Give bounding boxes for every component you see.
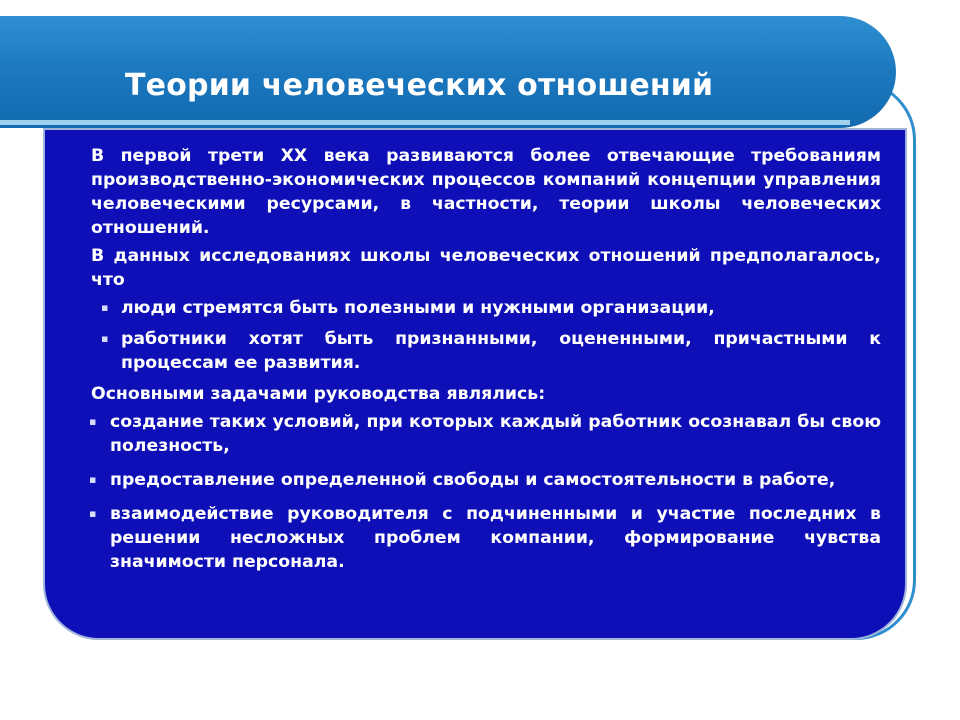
- square-bullet-icon: ▪: [89, 473, 97, 486]
- page-title: Теории человеческих отношений: [125, 68, 714, 103]
- list-item: [63, 502, 881, 574]
- intro-paragraph: В первой трети XX века развиваются более отвечающие требованиям производственно-экономических процессов компаний концепции управления человеческими ресурсами, в частности, теории школы человеческих отношений.: [91, 146, 881, 238]
- list-item-text: работники хотят быть признанными, оцененными, причастными к процессам ее развития.: [121, 329, 881, 373]
- square-bullet-icon: ▪: [101, 332, 109, 345]
- list-item: [63, 296, 881, 320]
- content-panel: [43, 128, 907, 640]
- list-item-text: взаимодействие руководителя с подчиненными и участие последних в решении несложных проблем компании, формирование чувства значимости персонала.: [110, 504, 881, 572]
- square-bullet-icon: ▪: [101, 301, 109, 314]
- square-bullet-icon: ▪: [89, 507, 97, 520]
- assumptions-list: [63, 296, 881, 375]
- title-underline-stripe: [0, 120, 850, 125]
- research-paragraph: В данных исследованиях школы человеческих отношений предполагалось, что: [91, 246, 881, 290]
- list-item-text: люди стремятся быть полезными и нужными организации,: [121, 298, 715, 318]
- list-item-text: создание таких условий, при которых каждый работник осознавал бы свою полезность,: [110, 412, 881, 456]
- tasks-heading: Основными задачами руководства являлись:: [91, 384, 546, 404]
- list-item: [63, 410, 881, 458]
- square-bullet-icon: ▪: [89, 415, 97, 428]
- tasks-list: [63, 410, 881, 574]
- list-item: [63, 327, 881, 375]
- list-item-text: предоставление определенной свободы и самостоятельности в работе,: [110, 470, 836, 490]
- list-item: [63, 468, 881, 492]
